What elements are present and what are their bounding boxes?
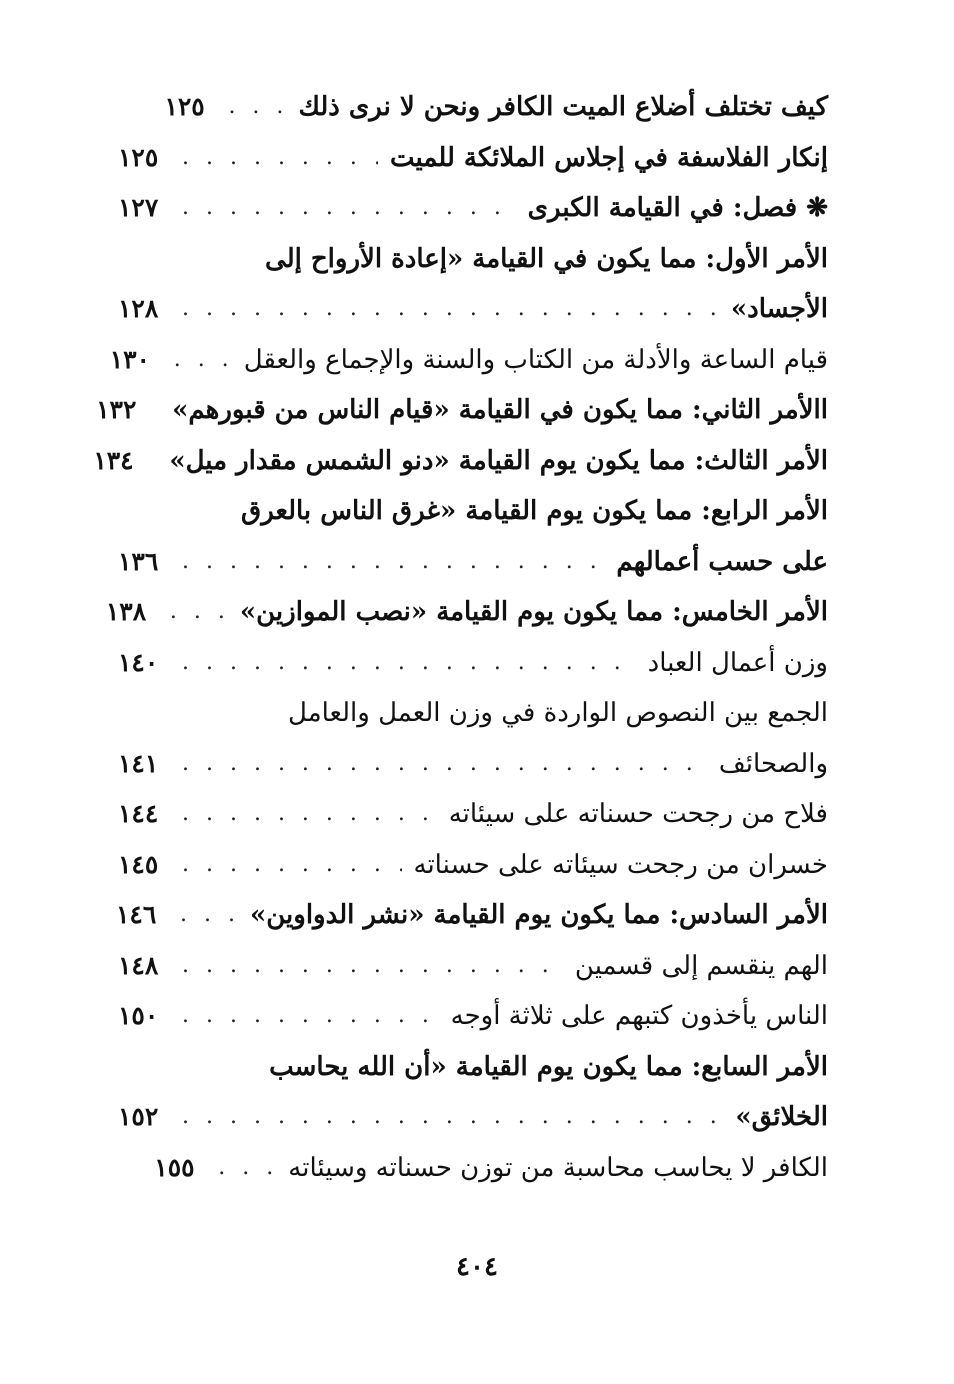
toc-entry <box>118 991 828 1042</box>
toc-entry <box>118 739 828 790</box>
toc-page-number: ١٢٧ <box>118 193 159 223</box>
toc-entry <box>118 537 828 588</box>
toc-entry <box>118 638 828 689</box>
dot-leader <box>182 991 439 1041</box>
toc-entry-title: على حسب أعمالهم <box>616 546 828 577</box>
toc-entry-title: الأمر الرابع: مما يكون يوم القيامة «غرق الناس بالعرق <box>241 496 828 527</box>
toc-page-number: ١٥٠ <box>118 1001 159 1031</box>
toc-page-number: ١٤٥ <box>118 849 159 879</box>
dot-leader <box>182 284 719 334</box>
toc-entry <box>118 183 828 234</box>
toc-entry-title: الخلائق» <box>735 1102 828 1133</box>
toc-entry-title: الأمر الخامس: مما يكون يوم القيامة «نصب الموازين» <box>239 597 828 628</box>
toc-entry-title: خسران من رجحت سيئاته على حسناته <box>413 849 828 880</box>
toc-entry-title: وزن أعمال العباد <box>647 647 828 678</box>
toc-entry <box>118 840 828 891</box>
toc-page-number: ١٣٦ <box>118 546 159 576</box>
toc-page-number: ١٣٨ <box>105 597 147 627</box>
toc-entry <box>118 82 828 133</box>
toc-entry-title: ❋ فصل: في القيامة الكبرى <box>527 193 828 224</box>
toc-entry <box>109 335 828 386</box>
dot-leader <box>228 82 286 132</box>
toc-entry-title: فلاح من رجحت حسناته على سيئاته <box>448 799 828 830</box>
toc-page-number: ١٣٤ <box>93 445 134 475</box>
toc-entry-title: والصحائف <box>718 748 828 779</box>
dot-leader <box>182 941 563 991</box>
toc-page-number: ١٢٥ <box>164 92 205 122</box>
dot-leader <box>182 789 437 839</box>
toc-entry-title: إنكار الفلاسفة في إجلاس الملائكة للميت <box>389 142 828 173</box>
toc-entry <box>96 385 828 436</box>
toc-entry <box>118 941 828 992</box>
dot-leader <box>182 183 516 233</box>
dot-leader <box>182 133 378 183</box>
toc-page-number: ١٤٦ <box>116 900 157 930</box>
dot-leader <box>182 739 707 789</box>
toc-page-number: ١٢٨ <box>118 294 159 324</box>
table-of-contents <box>93 82 828 1193</box>
toc-entry-title: الأمر الثالث: مما يكون يوم القيامة «دنو الشمس مقدار ميل» <box>169 445 828 476</box>
toc-entry <box>118 1143 828 1194</box>
toc-entry <box>118 284 828 335</box>
toc-entry <box>118 133 828 184</box>
toc-entry-title: كيف تختلف أضلاع الميت الكافر ونحن لا نرى ذلك <box>298 92 828 123</box>
toc-entry <box>105 587 828 638</box>
toc-page-number: ١٥٥ <box>154 1152 195 1182</box>
toc-entry-title: االأمر الثاني: مما يكون في القيامة «قيام الناس من قبورهم» <box>172 395 828 426</box>
toc-entry-title: الأجساد» <box>730 294 828 325</box>
toc-page-number: ١٤١ <box>118 748 159 778</box>
dot-leader <box>182 1092 723 1142</box>
toc-entry <box>118 688 828 739</box>
toc-page-number: ١٤٠ <box>118 647 159 677</box>
toc-entry <box>118 1042 828 1093</box>
toc-entry-title: الكافر لا يحاسب محاسبة من توزن حسناته وسيئاته <box>288 1152 828 1183</box>
dot-leader <box>180 890 238 940</box>
toc-page-number: ١٣٢ <box>96 395 137 425</box>
dot-leader <box>182 840 402 890</box>
toc-entry <box>118 789 828 840</box>
toc-entry-title: الأمر الأول: مما يكون في القيامة «إعادة الأرواح إلى <box>265 243 828 274</box>
toc-entry-title: الناس يأخذون كتبهم على ثلاثة أوجه <box>450 1001 828 1032</box>
toc-entry-title: الهم ينقسم إلى قسمين <box>574 950 828 981</box>
toc-entry <box>93 436 828 487</box>
toc-page-number: ١٥٢ <box>118 1102 159 1132</box>
toc-entry <box>118 234 828 285</box>
toc-entry <box>118 890 828 941</box>
toc-entry-title: الجمع بين النصوص الواردة في وزن العمل والعامل <box>288 698 828 729</box>
toc-page-number: ١٤٤ <box>118 799 159 829</box>
dot-leader <box>170 587 228 637</box>
toc-entry <box>118 1092 828 1143</box>
dot-leader <box>218 1143 276 1193</box>
page-number: ٤٠٤ <box>456 1252 498 1282</box>
dot-leader <box>182 537 604 587</box>
toc-entry <box>118 486 828 537</box>
toc-entry-title: الأمر السادس: مما يكون يوم القيامة «نشر الدواوين» <box>250 900 828 931</box>
toc-entry-title: قيام الساعة والأدلة من الكتاب والسنة والإجماع والعقل <box>243 344 828 375</box>
toc-page-number: ١٢٥ <box>118 142 159 172</box>
dot-leader <box>182 638 636 688</box>
toc-page-number: ١٤٨ <box>118 950 159 980</box>
dot-leader <box>174 335 232 385</box>
toc-page-number: ١٣٠ <box>109 344 150 374</box>
toc-entry-title: الأمر السابع: مما يكون يوم القيامة «أن الله يحاسب <box>269 1051 828 1082</box>
